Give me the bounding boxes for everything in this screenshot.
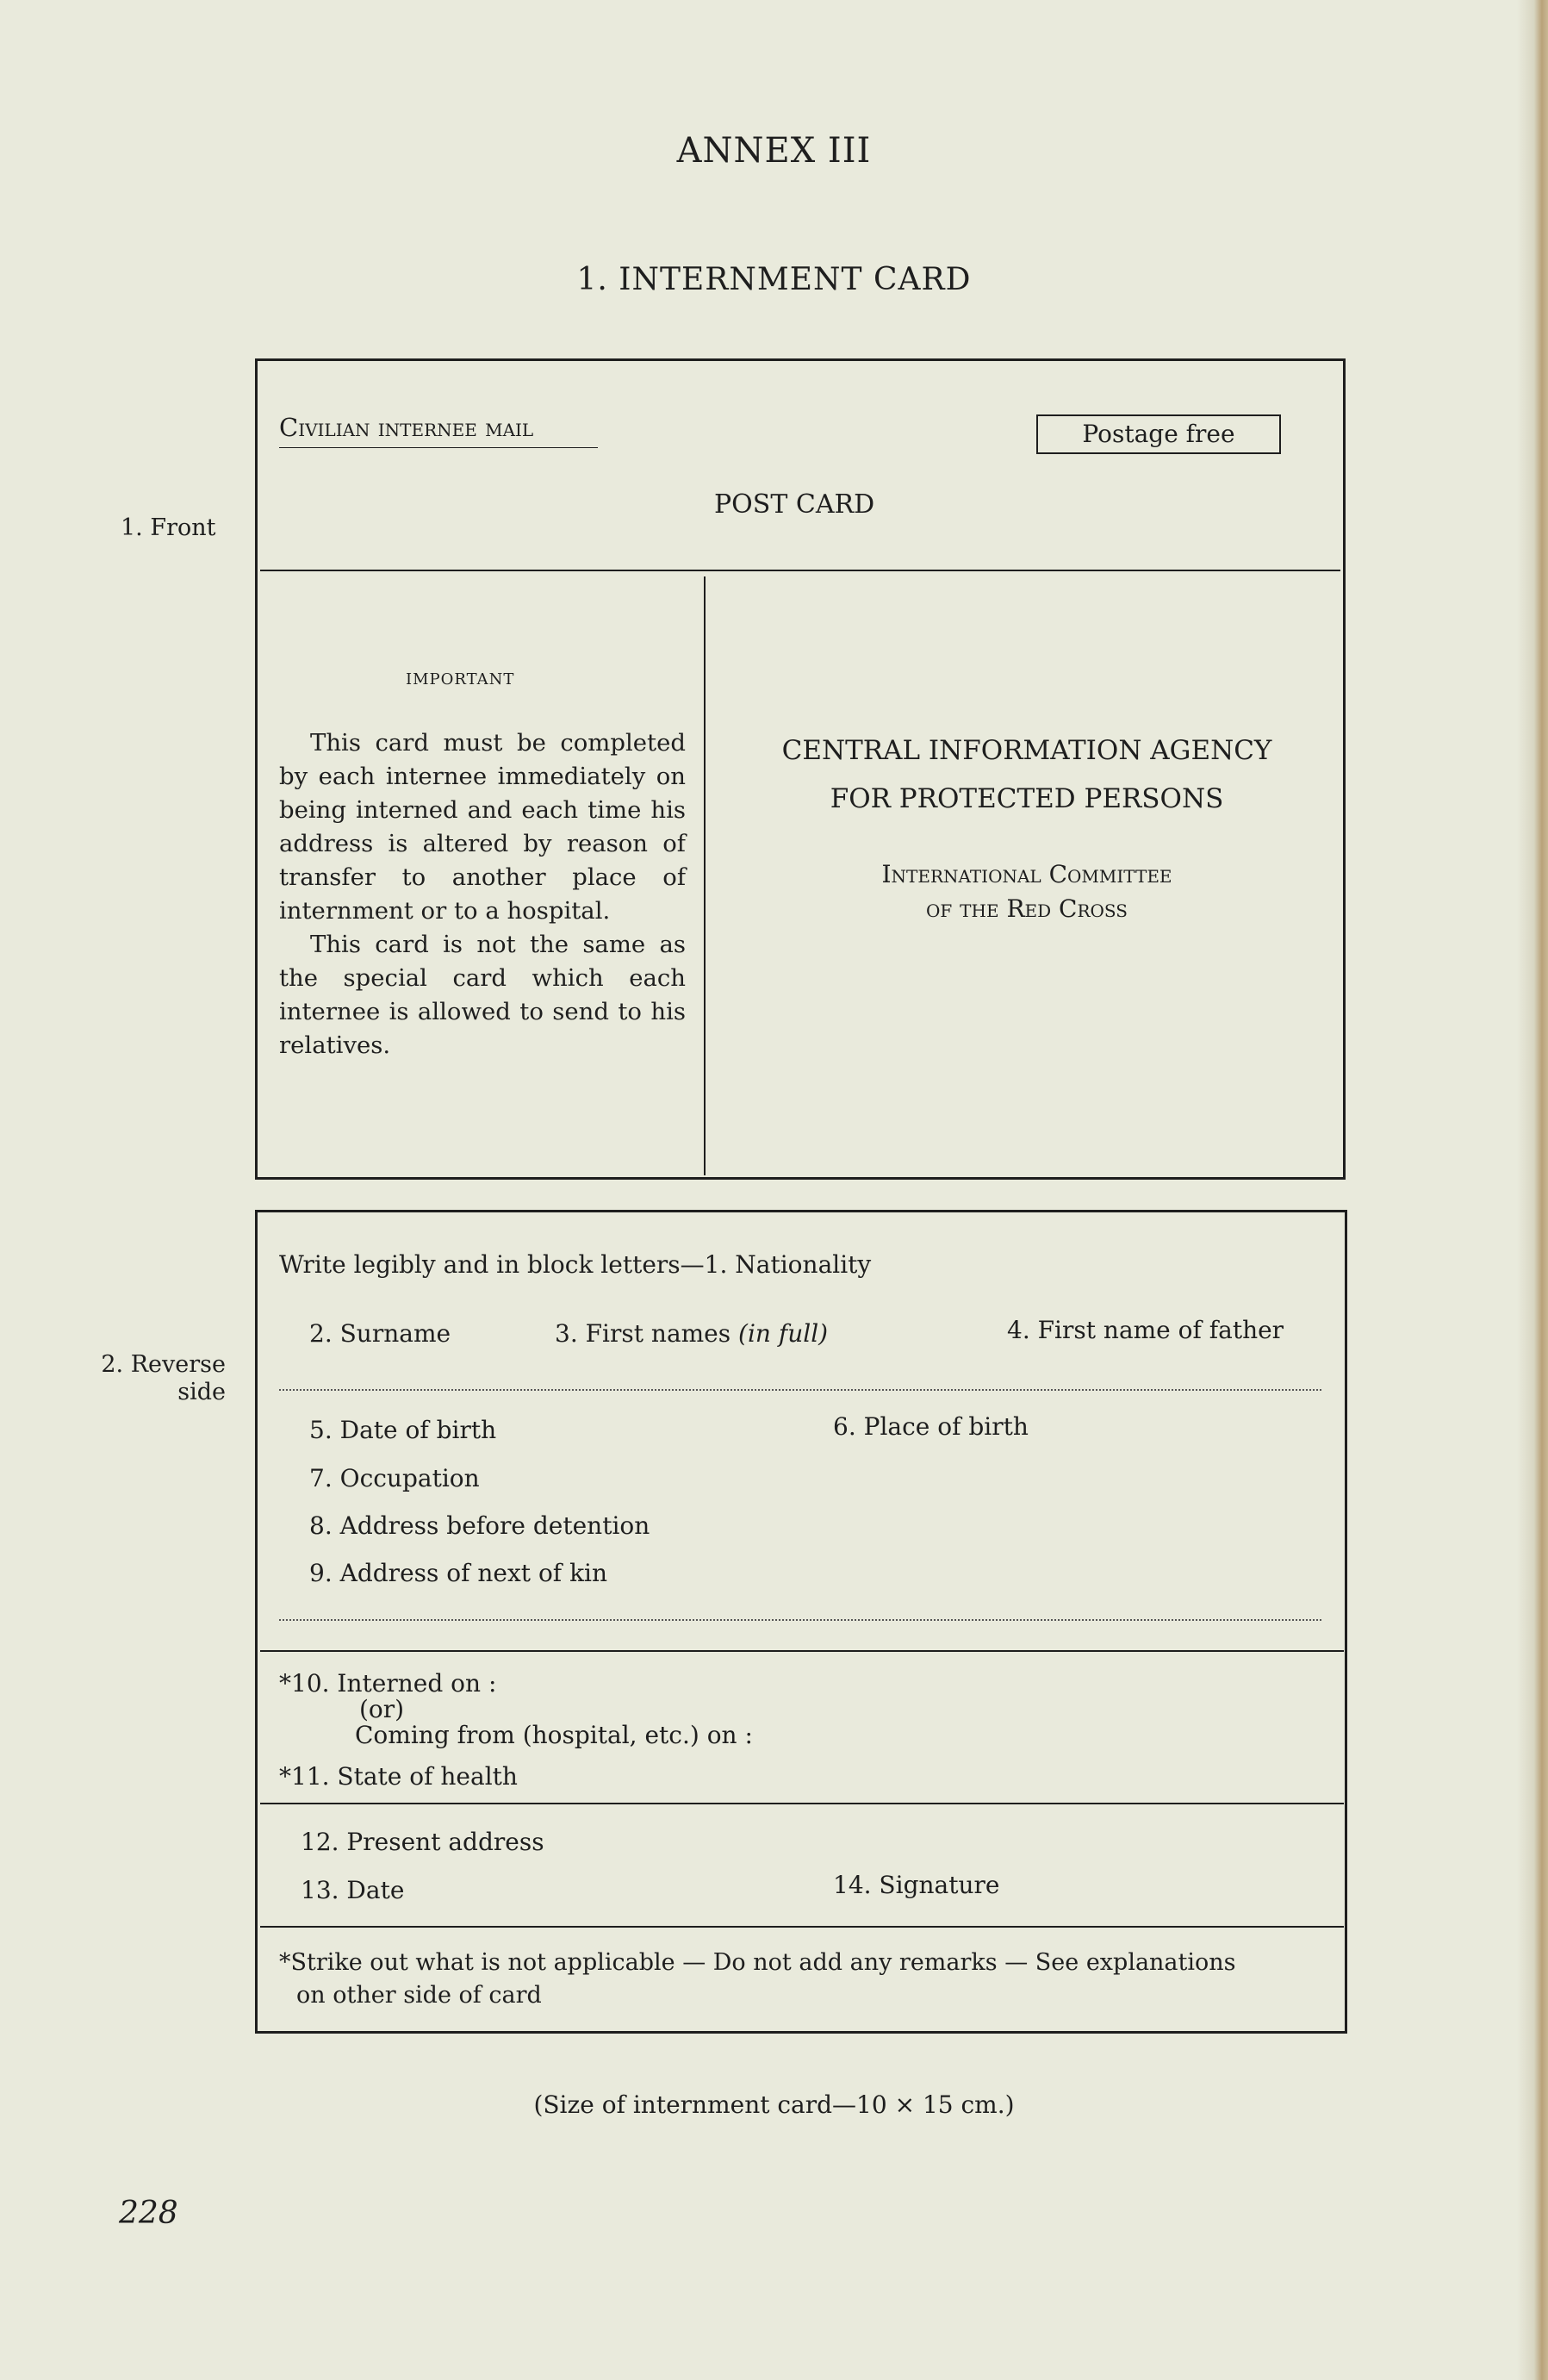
field-present-address: 12. Present address xyxy=(301,1828,544,1856)
footnote xyxy=(279,1947,1236,2012)
reverse-side-label-line-2: side xyxy=(177,1379,226,1405)
reverse-side-label-line-1: 2. Reverse xyxy=(101,1351,226,1378)
committee-block xyxy=(706,857,1348,926)
post-card-label: POST CARD xyxy=(714,489,875,520)
important-paragraph-2: This card is not the same as the special card which each internee is allowed to send to his relatives. xyxy=(279,931,686,1059)
important-paragraph-1: This card must be completed by each internee immediately on being interned and each time his address is altered by reason of transfer to another place of internment or to a hospital. xyxy=(279,729,686,925)
front-side-label: 1. Front xyxy=(121,514,216,541)
field-interned-on: *10. Interned on : xyxy=(279,1669,497,1698)
field-first-names-note: (in full) xyxy=(738,1319,829,1348)
postage-free-box xyxy=(1036,414,1281,454)
field-date: 13. Date xyxy=(301,1876,405,1904)
field-signature: 14. Signature xyxy=(833,1871,1000,1899)
field-place-of-birth: 6. Place of birth xyxy=(833,1412,1029,1441)
field-address-before-detention: 8. Address before detention xyxy=(309,1511,650,1540)
front-card xyxy=(255,358,1346,1180)
annex-title: ANNEX III xyxy=(676,131,872,171)
reverse-side-label xyxy=(84,1351,226,1406)
field-or: (or) xyxy=(359,1695,405,1723)
field-occupation: 7. Occupation xyxy=(309,1464,480,1492)
field-address-next-of-kin: 9. Address of next of kin xyxy=(309,1559,608,1587)
field-first-names-label: 3. First names xyxy=(555,1319,731,1348)
page-number: 228 xyxy=(119,2196,178,2231)
committee-line-2: of the Red Cross xyxy=(925,894,1128,923)
field-state-of-health: *11. State of health xyxy=(279,1762,518,1791)
civilian-internee-mail-label: Civilian internee mail xyxy=(279,413,534,442)
agency-block xyxy=(706,726,1348,823)
page-edge xyxy=(1517,0,1548,2380)
instruction-nationality: Write legibly and in block letters—1. Nationality xyxy=(279,1250,872,1279)
field-surname: 2. Surname xyxy=(309,1319,451,1348)
reverse-rule-2 xyxy=(260,1803,1344,1804)
important-heading: important xyxy=(406,664,515,690)
reverse-rule-1 xyxy=(260,1650,1344,1652)
field-date-of-birth: 5. Date of birth xyxy=(309,1416,497,1444)
section-title: 1. INTERNMENT CARD xyxy=(576,262,972,297)
committee-line-1: International Committee xyxy=(881,860,1172,888)
dotted-line-next-of-kin xyxy=(279,1619,1321,1621)
front-horizontal-rule xyxy=(260,570,1340,571)
reverse-card xyxy=(255,1210,1347,2034)
footnote-line-1: *Strike out what is not applicable — Do not add any remarks — See explanations xyxy=(279,1949,1236,1976)
mail-label-underline xyxy=(279,447,598,448)
field-first-names xyxy=(555,1319,828,1349)
field-coming-from: Coming from (hospital, etc.) on : xyxy=(355,1721,753,1749)
postage-free-label: Postage free xyxy=(1082,420,1235,448)
size-caption: (Size of internment card—10 × 15 cm.) xyxy=(533,2090,1015,2119)
agency-line-2: FOR PROTECTED PERSONS xyxy=(830,783,1224,814)
dotted-line-names xyxy=(279,1389,1321,1391)
important-text xyxy=(279,726,686,1062)
agency-line-1: CENTRAL INFORMATION AGENCY xyxy=(781,735,1272,766)
footnote-line-2: on other side of card xyxy=(296,1982,542,2009)
field-father-first-name: 4. First name of father xyxy=(1007,1316,1284,1344)
reverse-rule-3 xyxy=(260,1926,1344,1928)
